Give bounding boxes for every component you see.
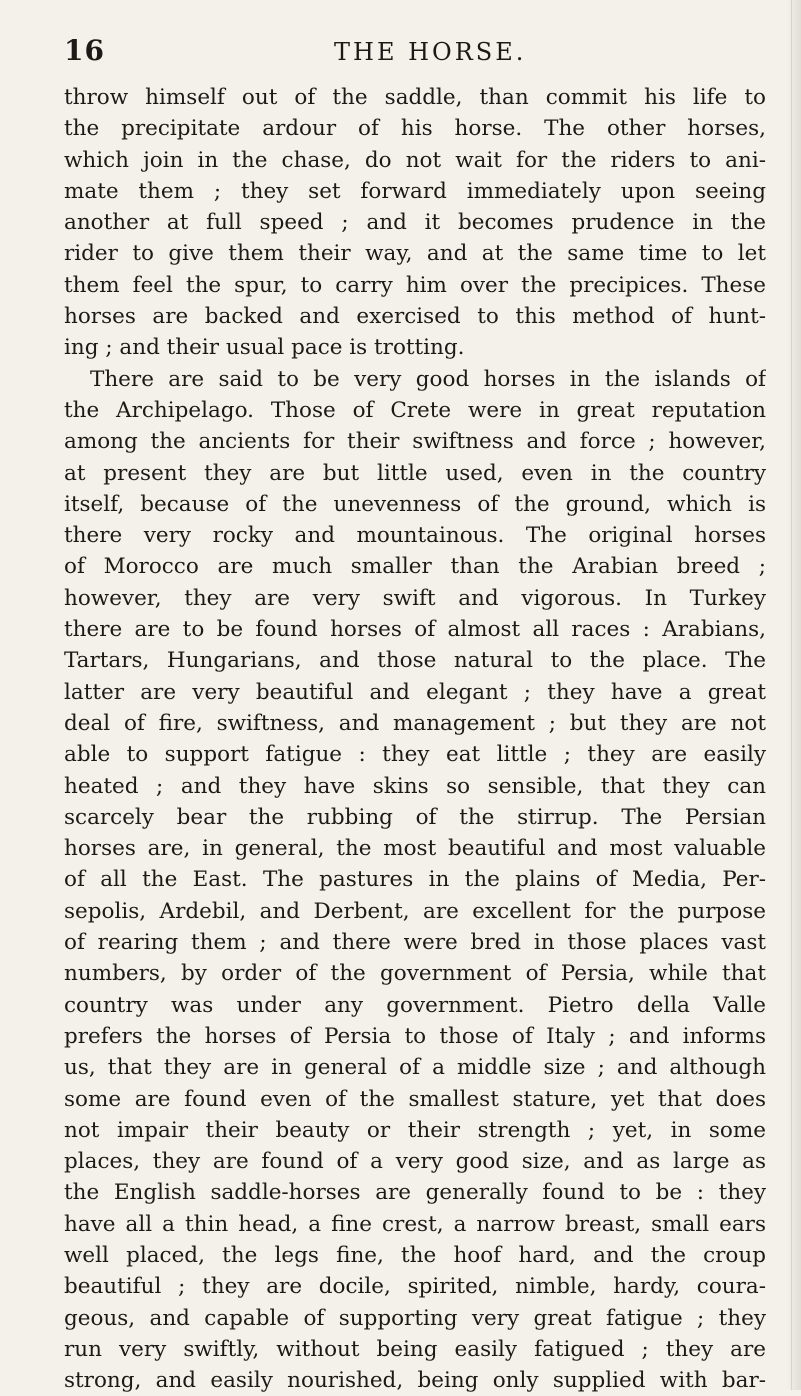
text-line: Tartars, Hungarians, and those natural to the place. The xyxy=(64,648,766,674)
page-edge-shadow xyxy=(787,0,801,1390)
text-line: there very rocky and mountainous. The original horses xyxy=(64,523,766,549)
text-line: the English saddle-horses are generally found to be : they xyxy=(64,1180,766,1206)
text-line: another at full speed ; and it becomes prudence in the xyxy=(64,210,766,236)
text-line: have all a thin head, a fine crest, a narrow breast, small ears xyxy=(64,1211,766,1237)
text-line: the Archipelago. Those of Crete were in great reputation xyxy=(64,397,766,423)
text-line: latter are very beautiful and elegant ; they have a great xyxy=(64,679,766,705)
text-line: rider to give them their way, and at the same time to let xyxy=(64,241,766,267)
text-line: heated ; and they have skins so sensible, that they can xyxy=(64,773,766,799)
text-line: some are found even of the smallest stature, yet that does xyxy=(64,1086,766,1112)
page-edge-line xyxy=(791,0,792,1390)
text-line: scarcely bear the rubbing of the stirrup. The Persian xyxy=(64,804,766,830)
text-line: country was under any government. Pietro della Valle xyxy=(64,992,766,1018)
text-line: numbers, by order of the government of Persia, while that xyxy=(64,961,766,987)
text-line: there are to be found horses of almost all races : Arabians, xyxy=(64,617,766,643)
text-line: horses are backed and exercised to this method of hunt- xyxy=(64,304,766,330)
text-line: of rearing them ; and there were bred in those places vast xyxy=(64,930,766,956)
text-line: not impair their beauty or their strength ; yet, in some xyxy=(64,1117,766,1143)
text-line: There are said to be very good horses in the islands of xyxy=(90,366,766,392)
body-text xyxy=(64,82,766,1396)
text-line: places, they are found of a very good size, and as large as xyxy=(64,1149,766,1175)
text-line: sepolis, Ardebil, and Derbent, are excellent for the purpose xyxy=(64,898,766,924)
text-line: of all the East. The pastures in the plains of Media, Per- xyxy=(64,867,766,893)
text-line: ing ; and their usual pace is trotting. xyxy=(64,335,465,361)
text-line: of Morocco are much smaller than the Arabian breed ; xyxy=(64,554,766,580)
text-line: mate them ; they set forward immediately upon seeing xyxy=(64,178,766,204)
text-line: however, they are very swift and vigorous. In Turkey xyxy=(64,585,766,611)
text-line: throw himself out of the saddle, than commit his life to xyxy=(64,85,766,110)
text-line: horses are, in general, the most beautiful and most valuable xyxy=(64,836,766,862)
text-line: at present they are but little used, even in the country xyxy=(64,460,766,486)
text-line: which join in the chase, do not wait for the riders to ani- xyxy=(64,147,766,173)
page-header xyxy=(64,34,764,76)
text-line: strong, and easily nourished, being only supplied with bar- xyxy=(64,1368,766,1394)
text-line: able to support fatigue : they eat little ; they are easily xyxy=(64,742,766,768)
text-line: prefers the horses of Persia to those of Italy ; and informs xyxy=(64,1023,766,1049)
text-line: the precipitate ardour of his horse. The other horses, xyxy=(64,116,766,142)
text-line: among the ancients for their swiftness and force ; however, xyxy=(64,429,766,455)
text-line: beautiful ; they are docile, spirited, nimble, hardy, coura- xyxy=(64,1274,766,1300)
text-line: us, that they are in general of a middle size ; and although xyxy=(64,1055,766,1081)
text-line: them feel the spur, to carry him over the precipices. These xyxy=(64,272,766,298)
text-line: deal of fire, swiftness, and management ; but they are not xyxy=(64,710,766,736)
text-line: geous, and capable of supporting very great fatigue ; they xyxy=(64,1305,766,1331)
page-number: 16 xyxy=(64,34,105,67)
text-line: itself, because of the unevenness of the ground, which is xyxy=(64,491,766,517)
running-title: THE HORSE. xyxy=(334,38,527,66)
text-line: run very swiftly, without being easily fatigued ; they are xyxy=(64,1336,766,1362)
text-line: well placed, the legs fine, the hoof hard, and the croup xyxy=(64,1242,766,1268)
